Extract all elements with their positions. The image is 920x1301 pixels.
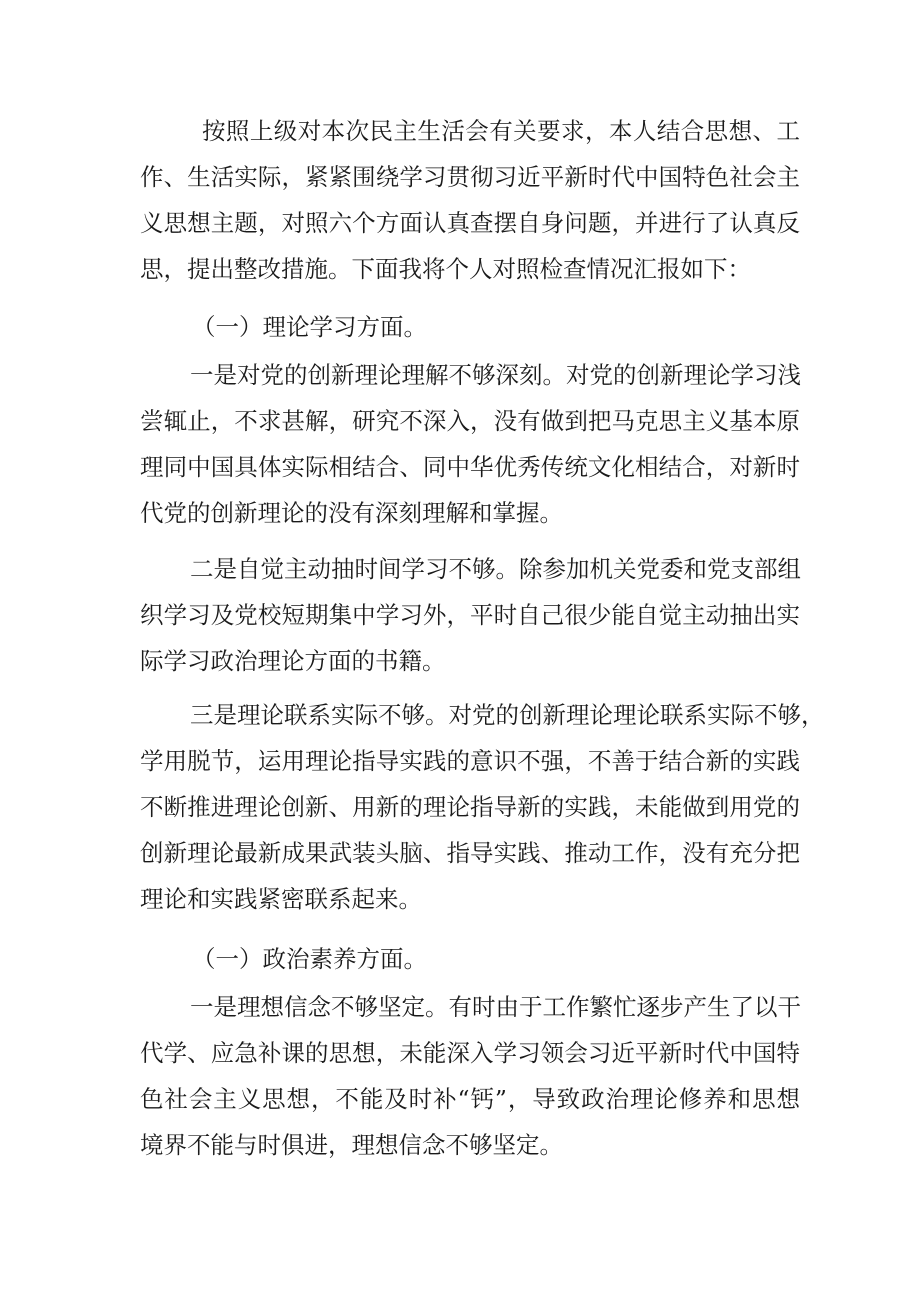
s1-item1-line-4: 代党的创新理论的没有深刻理解和掌握。 — [140, 499, 563, 527]
s1-item3-line-1: 三是理论联系实际不够。对党的创新理论理论联系实际不够， — [190, 701, 825, 729]
s1-item3-line-4: 创新理论最新成果武装头脑、指导实践、推动工作，没有充分把 — [140, 839, 800, 867]
s2-item1-line-3: 色社会主义思想，不能及时补“钙”，导致政治理论修养和思想 — [140, 1085, 800, 1113]
s2-item1-line-4: 境界不能与时俱进，理想信念不够坚定。 — [140, 1131, 563, 1159]
section-2-heading: （一）政治素养方面。 — [192, 945, 427, 973]
s1-item2-line-2: 织学习及党校短期集中学习外，平时自己很少能自觉主动抽出实 — [140, 601, 800, 629]
intro-line-4: 思，提出整改措施。下面我将个人对照检查情况汇报如下： — [140, 255, 751, 283]
section-1-item-1 — [140, 352, 800, 536]
s1-item1-line-1: 一是对党的创新理论理解不够深刻。对党的创新理论学习浅 — [190, 361, 801, 389]
s1-item3-line-3: 不断推进理论创新、用新的理论指导新的实践，未能做到用党的 — [140, 793, 800, 821]
s1-item1-line-3: 理同中国具体实际相结合、同中华优秀传统文化相结合，对新时 — [140, 453, 800, 481]
intro-line-1: 按照上级对本次民主生活会有关要求，本人结合思想、工 — [202, 117, 800, 145]
intro-paragraph — [140, 108, 800, 292]
s1-item3-line-5: 理论和实践紧密联系起来。 — [140, 885, 422, 913]
s1-item3-line-2: 学用脱节，运用理论指导实践的意识不强，不善于结合新的实践 — [140, 747, 800, 775]
section-1-item-3 — [140, 692, 825, 922]
s2-item1-line-2: 代学、应急补课的思想，未能深入学习领会习近平新时代中国特 — [140, 1039, 800, 1067]
section-2-item-1 — [140, 984, 800, 1168]
section-1-heading: （一）理论学习方面。 — [192, 313, 427, 341]
s2-item1-line-1: 一是理想信念不够坚定。有时由于工作繁忙逐步产生了以干 — [190, 993, 801, 1021]
s1-item1-line-2: 尝辄止，不求甚解，研究不深入，没有做到把马克思主义基本原 — [140, 407, 800, 435]
s1-item2-line-3: 际学习政治理论方面的书籍。 — [140, 647, 446, 675]
s1-item2-line-1: 二是自觉主动抽时间学习不够。除参加机关党委和党支部组 — [190, 555, 801, 583]
intro-line-2: 作、生活实际，紧紧围绕学习贯彻习近平新时代中国特色社会主 — [140, 163, 800, 191]
intro-line-3: 义思想主题，对照六个方面认真查摆自身问题，并进行了认真反 — [140, 209, 800, 237]
section-1-item-2 — [140, 546, 800, 684]
